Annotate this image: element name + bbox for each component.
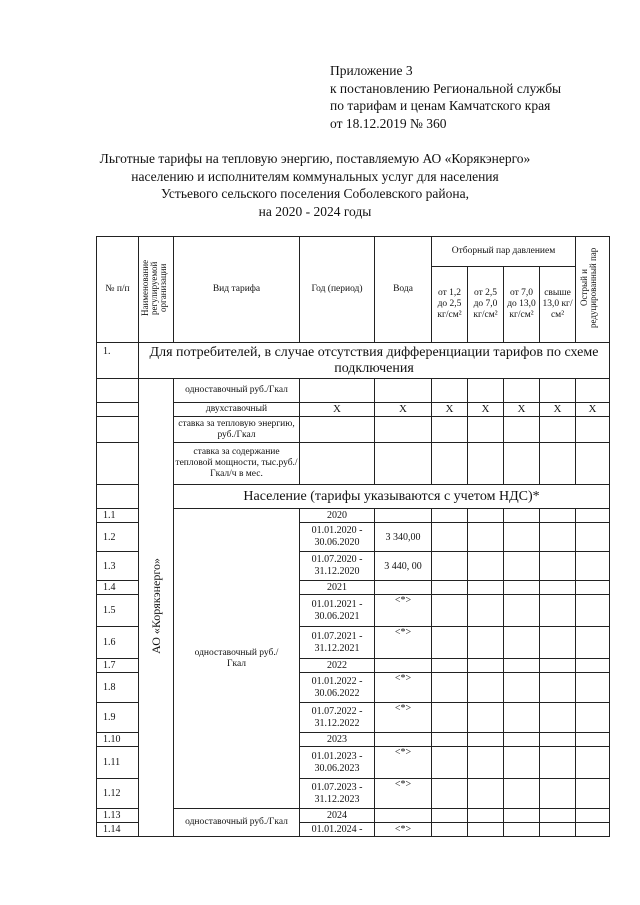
row-num: 1.13 [97, 809, 139, 823]
org-name-cell [139, 379, 174, 837]
header-year: Год (период) [300, 237, 375, 343]
tariff-one-rate: одноставочный руб./Гкал [174, 379, 300, 403]
appendix-header [330, 62, 561, 132]
empty-cell [576, 809, 610, 823]
x-mark: X [375, 403, 432, 417]
empty-cell [468, 747, 504, 779]
empty-cell [432, 595, 468, 627]
header-org-text: Наименование регулируемой организации [140, 259, 168, 316]
x-mark: X [540, 403, 576, 417]
row-period: 2020 [300, 509, 375, 523]
empty-cell [504, 823, 540, 837]
empty-cell [576, 509, 610, 523]
empty-cell [375, 443, 432, 485]
empty-cell [576, 581, 610, 595]
row-period: 01.01.2021 - 30.06.2021 [300, 595, 375, 627]
rate-capacity: ставка за содержание тепловой мощности, тыс.руб./Гкал/ч в мес. [174, 443, 300, 485]
empty-cell [432, 733, 468, 747]
empty-cell [540, 703, 576, 733]
empty-cell [504, 595, 540, 627]
empty-cell [468, 595, 504, 627]
empty-cell [375, 379, 432, 403]
row-water: <*> [375, 703, 432, 733]
empty-cell [540, 809, 576, 823]
empty-cell [504, 552, 540, 581]
title-line: на 2020 - 2024 годы [258, 203, 372, 219]
x-mark: X [504, 403, 540, 417]
empty-cell [504, 523, 540, 552]
empty-cell [468, 733, 504, 747]
empty-cell [504, 673, 540, 703]
row-period: 01.07.2023 - 31.12.2023 [300, 779, 375, 809]
table-row [97, 809, 610, 823]
empty-cell [375, 809, 432, 823]
empty-cell [540, 581, 576, 595]
empty-cell [576, 595, 610, 627]
empty-cell [432, 379, 468, 403]
row-num: 1.11 [97, 747, 139, 779]
empty-cell [432, 581, 468, 595]
empty-cell [97, 417, 139, 443]
row-num: 1.5 [97, 595, 139, 627]
empty-cell [540, 417, 576, 443]
empty-cell [504, 417, 540, 443]
empty-cell [540, 659, 576, 673]
appendix-line: Приложение 3 [330, 63, 413, 78]
empty-cell [540, 673, 576, 703]
row-num: 1.2 [97, 523, 139, 552]
table-row [97, 509, 610, 523]
header-sharp-text: Острый и редуцированный пар [578, 247, 598, 328]
row-period: 01.07.2021 - 31.12.2021 [300, 627, 375, 659]
document-title [90, 150, 540, 220]
header-steam-2: от 2,5 до 7,0 кг/см² [468, 267, 504, 343]
empty-cell [504, 733, 540, 747]
empty-cell [504, 443, 540, 485]
rate-heat: ставка за тепловую энергию, руб./Гкал [174, 417, 300, 443]
empty-cell [540, 733, 576, 747]
empty-cell [540, 595, 576, 627]
header-type: Вид тарифа [174, 237, 300, 343]
header-org [139, 237, 174, 343]
empty-cell [504, 779, 540, 809]
empty-cell [468, 809, 504, 823]
empty-cell [468, 523, 504, 552]
row-water [375, 733, 432, 747]
x-mark: X [468, 403, 504, 417]
empty-cell [468, 673, 504, 703]
x-mark: X [300, 403, 375, 417]
empty-cell [432, 509, 468, 523]
appendix-line: к постановлению Региональной службы [330, 80, 562, 96]
title-line: населению и исполнителям коммунальных услуг для населения [131, 168, 499, 184]
row-water: <*> [375, 627, 432, 659]
empty-cell [576, 747, 610, 779]
empty-cell [468, 581, 504, 595]
empty-cell [432, 659, 468, 673]
empty-cell [432, 673, 468, 703]
empty-cell [300, 379, 375, 403]
empty-cell [504, 659, 540, 673]
row-period: 01.01.2020 - 30.06.2020 [300, 523, 375, 552]
empty-cell [432, 779, 468, 809]
header-steam-group: Отборный пар давлением [432, 237, 576, 267]
empty-cell [432, 552, 468, 581]
row-period: 01.07.2020 - 31.12.2020 [300, 552, 375, 581]
row-num: 1.7 [97, 659, 139, 673]
title-line: Устьевого сельского поселения Соболевского района, [160, 186, 469, 201]
row-water [375, 659, 432, 673]
row-period: 2021 [300, 581, 375, 595]
title-line: Льготные тарифы на тепловую энергию, поставляемую АО «Корякэнерго» [99, 151, 531, 166]
empty-cell [540, 823, 576, 837]
row-num: 1.8 [97, 673, 139, 703]
row-water: <*> [375, 823, 432, 837]
row-period: 2023 [300, 733, 375, 747]
empty-cell [432, 703, 468, 733]
empty-cell [576, 733, 610, 747]
header-steam-4: свыше 13,0 кг/см² [540, 267, 576, 343]
empty-cell [540, 747, 576, 779]
empty-cell [432, 823, 468, 837]
row-water: <*> [375, 595, 432, 627]
row-period: 2022 [300, 659, 375, 673]
row-num: 1.14 [97, 823, 139, 837]
empty-cell [468, 552, 504, 581]
empty-cell [504, 509, 540, 523]
header-steam-3: от 7,0 до 13,0 кг/см² [504, 267, 540, 343]
row-water [375, 509, 432, 523]
empty-cell [504, 703, 540, 733]
empty-cell [432, 627, 468, 659]
row-num: 1.1 [97, 509, 139, 523]
tariff-one-rate: одноставочный руб./Гкал [174, 809, 300, 837]
row-num: 1.3 [97, 552, 139, 581]
empty-cell [432, 747, 468, 779]
row-water: <*> [375, 673, 432, 703]
row-water: <*> [375, 747, 432, 779]
row-period: 2024 [300, 809, 375, 823]
empty-cell [504, 581, 540, 595]
empty-cell [468, 779, 504, 809]
empty-cell [97, 379, 139, 403]
empty-cell [540, 523, 576, 552]
appendix-line: по тарифам и ценам Камчатского края [330, 98, 551, 113]
empty-cell [468, 823, 504, 837]
row-water: 3 340,00 [375, 523, 432, 552]
empty-cell [468, 659, 504, 673]
row-period: 01.01.2024 - [300, 823, 375, 837]
empty-cell [432, 523, 468, 552]
x-mark: X [432, 403, 468, 417]
row-period: 01.01.2023 - 30.06.2023 [300, 747, 375, 779]
empty-cell [468, 627, 504, 659]
empty-cell [468, 417, 504, 443]
empty-cell [576, 379, 610, 403]
section1-title: Для потребителей, в случае отсутствия дифференциации тарифов по схеме подключения [139, 343, 610, 379]
row-water: 3 440, 00 [375, 552, 432, 581]
empty-cell [432, 417, 468, 443]
empty-cell [300, 417, 375, 443]
row-num: 1.12 [97, 779, 139, 809]
appendix-line: от 18.12.2019 № 360 [330, 115, 447, 131]
empty-cell [97, 403, 139, 417]
empty-cell [540, 779, 576, 809]
empty-cell [540, 552, 576, 581]
header-num: № п/п [97, 237, 139, 343]
empty-cell [576, 703, 610, 733]
row-period: 01.01.2022 - 30.06.2022 [300, 673, 375, 703]
tariff-two-rate: двухставочный [174, 403, 300, 417]
empty-cell [468, 509, 504, 523]
empty-cell [576, 659, 610, 673]
empty-cell [97, 485, 139, 509]
empty-cell [576, 523, 610, 552]
section1-num: 1. [97, 343, 139, 379]
header-steam-1: от 1,2 до 2,5 кг/см² [432, 267, 468, 343]
empty-cell [576, 779, 610, 809]
empty-cell [504, 809, 540, 823]
empty-cell [540, 509, 576, 523]
header-water: Вода [375, 237, 432, 343]
empty-cell [97, 443, 139, 485]
empty-cell [300, 443, 375, 485]
org-name: АО «Корякэнерго» [148, 557, 163, 654]
empty-cell [540, 379, 576, 403]
empty-cell [504, 747, 540, 779]
empty-cell [576, 823, 610, 837]
empty-cell [504, 379, 540, 403]
empty-cell [504, 627, 540, 659]
row-num: 1.10 [97, 733, 139, 747]
header-sharp [576, 237, 610, 343]
empty-cell [432, 809, 468, 823]
row-period: 01.07.2022 - 31.12.2022 [300, 703, 375, 733]
tariff-table [96, 236, 610, 837]
empty-cell [576, 417, 610, 443]
empty-cell [540, 627, 576, 659]
section2-title: Население (тарифы указываются с учетом НДС)* [174, 485, 610, 509]
empty-cell [540, 443, 576, 485]
empty-cell [576, 443, 610, 485]
row-num: 1.4 [97, 581, 139, 595]
empty-cell [432, 443, 468, 485]
row-num: 1.6 [97, 627, 139, 659]
tariff-one-rate: одноставочный руб./Гкал [174, 509, 300, 809]
empty-cell [576, 627, 610, 659]
empty-cell [375, 417, 432, 443]
x-mark: X [576, 403, 610, 417]
row-water [375, 581, 432, 595]
empty-cell [468, 379, 504, 403]
empty-cell [468, 443, 504, 485]
empty-cell [576, 552, 610, 581]
empty-cell [576, 673, 610, 703]
empty-cell [468, 703, 504, 733]
row-num: 1.9 [97, 703, 139, 733]
row-water: <*> [375, 779, 432, 809]
